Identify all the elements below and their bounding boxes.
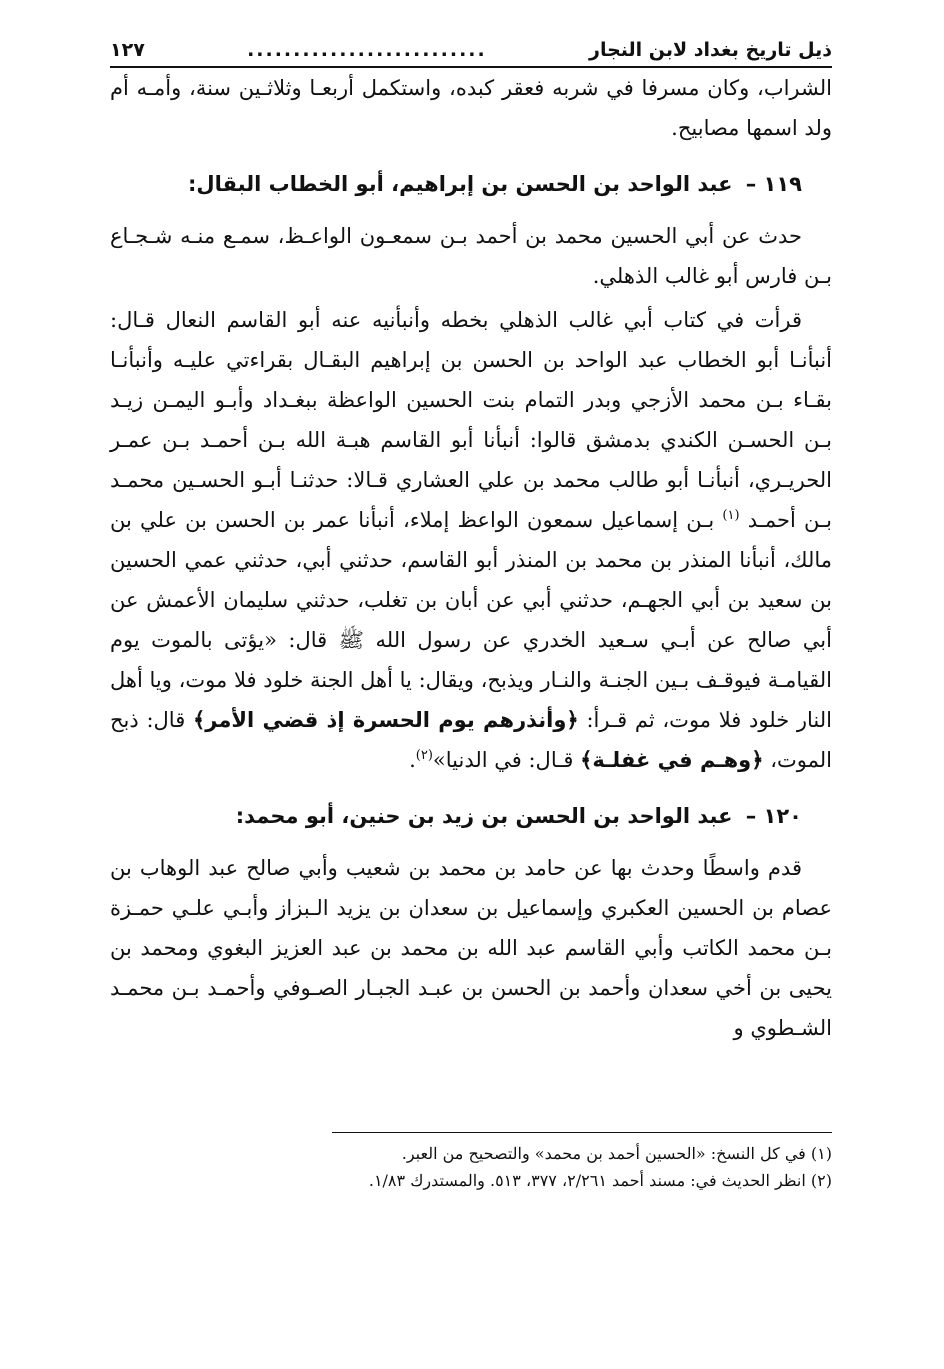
entry-119-text-a: قرأت في كتاب أبي غالب الذهلي بخطه وأنبأنيه عنه أبو القاسم النعال قـال: أنبأنـا أبو الخطاب عبد الواحد بن الحسن بن إبراهيم البقـال بقراءتي عليـه وأنبأنـا بقـاء بـن محمد الأزجي وبدر التمام بنت الحسين الواعظة ببغـداد وأبـو اليمـن زيـد بـن الحسـن الكندي بدمشق قالوا: أنبأنا أبو القاسم هبـة الله بـن أحمـد بـن عمـر الحريـري، أنبأنـا أبو طالب محمد بن علي العشاري قـالا: حدثنـا أبـو الحسـين محمـد بـن أحمـد [110,308,832,532]
footnote-2: (٢) انظر الحديث في: مسند أحمد ٢/٢٦١، ٣٧٧، ٥١٣. والمستدرك ١/٨٣. [368,1171,832,1190]
quran-quote-2: ﴿وهـم في غفلـة﴾ [580,748,764,772]
entry-120-number: ١٢٠ – [745,804,802,828]
entry-120-heading [110,796,802,836]
entry-119-text-b: بـن إسماعيل سمعون الواعظ إملاء، أنبأنا عمر بن الحسن بن علي بن مالك، أنبأنا المنذر بن محمد بن المنذر أبو القاسم، حدثني أبي، حدثني عمي الحسين بن سعيد بن أبي الجهـم، حدثني أبي عن أبان بن تغلب، حدثني سليمان الأعمش عن أبي صالح عن أبـي سـعيد الخدري عن رسول الله ﷺ قال: «يؤتى بالموت يوم القيامـة فيوقـف بـين الجنـة والنـار ويذبح، ويقال: يا أهل الجنة خلود فلا موت، ويا أهل النار خلود فلا موت، ثم قـرأ: [110,508,832,732]
entry-119-paragraph-1: حدث عن أبي الحسين محمد بن أحمد بـن سمعـون الواعـظ، سمـع منـه شـجـاع بـن فارس أبو غالب الذهلي. [110,224,832,288]
entry-119-text-d: قـال: في الدنيا» [432,748,574,772]
entry-120-title: عبد الواحد بن الحسن بن زيد بن حنين، أبو محمد: [235,804,733,828]
entry-119-text-end: . [409,748,416,772]
entry-119-heading [110,164,802,204]
entry-120-paragraph-1: قدم واسطًا وحدث بها عن حامد بن محمد بن شعيب وأبي صالح عبد الوهاب بن عصام بن الحسين العكبري وإسماعيل بن سعدان بن يزيد الـبزاز وأبـي علـي حمـزة بـن محمد الكاتب وأبي القاسم عبد الله بن محمد بن عبد العزيز البغوي ومحمد بن يحيى بن أخي سعدان وأحمد بن الحسن بن عبـد الجبـار الصـوفي وأحمـد بـن محمـد الشـطوي و [110,856,832,1040]
entry-119-number: ١١٩ – [745,172,802,196]
running-head [110,30,832,70]
page-number: ١٢٧ [110,39,145,61]
footnote-1-marker: (١) [722,508,740,523]
quran-quote-1: ﴿وأنذرهم يوم الحسرة إذ قضي الأمر﴾ [192,708,579,732]
entry-119-paragraph-2 [110,300,832,780]
footnote-2-marker: (٢) [415,748,433,763]
running-head-title: ذيل تاريخ بغداد لابن النجار [589,39,832,61]
running-head-dots: .......................... [247,39,487,61]
footnotes [110,1140,832,1194]
entry-119-title: عبد الواحد بن الحسن بن إبراهيم، أبو الخطاب البقال: [188,172,733,196]
footnote-rule [332,1132,832,1133]
entry-119-text-c: قال: ذبح الموت، [110,708,832,772]
page-body [110,30,832,1048]
footnote-1: (١) في كل النسخ: «الحسين أحمد بن محمد» والتصحيح من العبر. [401,1144,832,1163]
continuation-paragraph: الشراب، وكان مسرفا في شربه فعقر كبده، واستكمل أربعـا وثلاثـين سنة، وأمـه أم ولد اسمها مصابيح. [110,76,832,140]
